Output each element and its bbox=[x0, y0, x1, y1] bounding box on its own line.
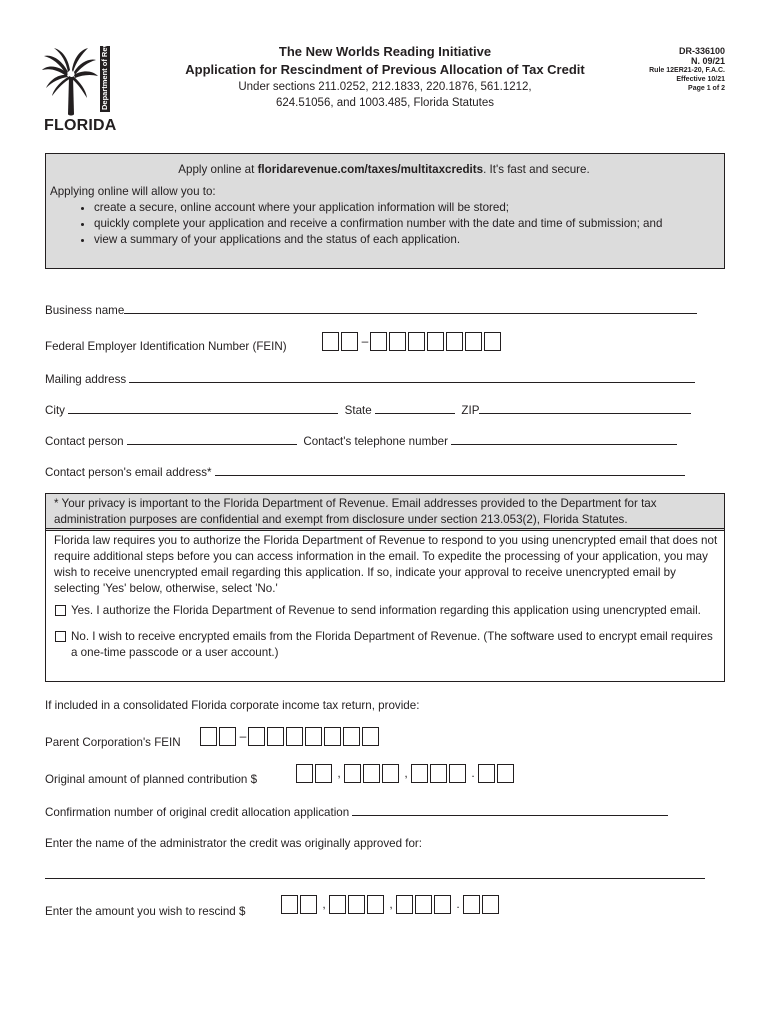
business-name-row bbox=[45, 302, 697, 319]
mailing-address-row bbox=[45, 371, 695, 388]
state-field[interactable] bbox=[375, 402, 455, 414]
original-amount-label: Original amount of planned contribution $ bbox=[45, 773, 258, 786]
contact-row bbox=[45, 433, 677, 450]
contact-email-row bbox=[45, 464, 685, 481]
consolidated-intro: If included in a consolidated Florida corporate income tax return, provide: bbox=[45, 699, 420, 712]
contact-email-label: Contact person's email address* bbox=[45, 466, 212, 479]
confirmation-field[interactable] bbox=[352, 804, 668, 816]
contact-person-label: Contact person bbox=[45, 435, 124, 448]
online-benefits-list bbox=[50, 200, 718, 248]
state-label: State bbox=[344, 404, 372, 417]
original-amount-boxes[interactable]: , , . bbox=[296, 764, 516, 783]
form-revision: N. 09/21 bbox=[690, 56, 725, 66]
email-consent-box bbox=[45, 528, 725, 682]
contact-person-field[interactable] bbox=[127, 433, 297, 445]
no-label: No. I wish to receive encrypted emails from the Florida Department of Revenue. (The software used to encrypt email requires a one-time passcode or a user account.) bbox=[71, 630, 713, 659]
administrator-label: Enter the name of the administrator the credit was originally approved for: bbox=[45, 837, 422, 850]
form-effective: Effective 10/21 bbox=[676, 76, 725, 83]
form-id-block bbox=[649, 46, 725, 93]
form-rule: Rule 12ER21-20, F.A.C. bbox=[649, 67, 725, 74]
list-item: • create a secure, online account where your application information will be stored; bbox=[94, 200, 718, 216]
no-checkbox[interactable] bbox=[55, 631, 66, 642]
parent-fein-boxes[interactable]: – bbox=[200, 727, 381, 746]
privacy-notice: * Your privacy is important to the Florida Department of Revenue. Email addresses provided to the Department for tax administration purposes are confidential and exempt from disclosure under section 213.053(2), Florida Statutes. bbox=[45, 493, 725, 531]
administrator-field[interactable] bbox=[45, 867, 705, 879]
mailing-address-field[interactable] bbox=[129, 371, 695, 383]
mailing-address-label: Mailing address bbox=[45, 373, 127, 386]
form-number: DR-336100 bbox=[678, 46, 725, 56]
statutes-line-2: 624.51056, and 1003.485, Florida Statutes bbox=[275, 97, 495, 109]
form-title: The New Worlds Reading Initiative bbox=[278, 44, 492, 59]
city-label: City bbox=[45, 404, 65, 417]
zip-label: ZIP bbox=[461, 404, 480, 417]
apply-online-box bbox=[45, 153, 725, 269]
florida-wordmark: FLORIDA bbox=[44, 117, 117, 134]
business-name-label: Business name bbox=[45, 304, 125, 317]
fein-label: Federal Employer Identification Number (FEIN) bbox=[45, 340, 287, 353]
email-option-no bbox=[54, 629, 718, 661]
email-option-yes bbox=[54, 603, 718, 619]
city-state-zip-row bbox=[45, 402, 691, 419]
fein-boxes[interactable]: – bbox=[322, 332, 503, 351]
statutes-line-1: Under sections 211.0252, 212.1833, 220.1876, 561.1212, bbox=[238, 81, 532, 93]
rescind-amount-boxes[interactable]: , , . bbox=[281, 895, 501, 914]
contact-phone-field[interactable] bbox=[451, 433, 677, 445]
online-intro: Applying online will allow you to: bbox=[50, 185, 216, 198]
confirmation-row bbox=[45, 804, 668, 821]
contact-phone-label: Contact's telephone number bbox=[303, 435, 448, 448]
rescind-amount-label: Enter the amount you wish to rescind $ bbox=[45, 905, 246, 918]
form-header bbox=[150, 43, 620, 111]
list-item: • quickly complete your application and receive a confirmation number with the date and time of submission; and bbox=[94, 216, 718, 232]
city-field[interactable] bbox=[68, 402, 338, 414]
apply-online-line: Apply online at floridarevenue.com/taxes/multitaxcredits. It's fast and secure. bbox=[178, 163, 590, 176]
form-page: Page 1 of 2 bbox=[688, 85, 725, 92]
online-url-link[interactable]: floridarevenue.com/taxes/multitaxcredits bbox=[257, 163, 484, 176]
svg-text:Department of Revenue: Department of Revenue bbox=[100, 44, 109, 110]
form-subtitle: Application for Rescindment of Previous Allocation of Tax Credit bbox=[185, 62, 585, 77]
parent-fein-label: Parent Corporation's FEIN bbox=[45, 736, 181, 749]
zip-field[interactable] bbox=[479, 402, 691, 414]
yes-label: Yes. I authorize the Florida Department of Revenue to send information regarding this application using unencrypted email. bbox=[71, 604, 701, 617]
business-name-field[interactable] bbox=[124, 302, 697, 314]
contact-email-field[interactable] bbox=[215, 464, 685, 476]
confirmation-label: Confirmation number of original credit allocation application bbox=[45, 806, 350, 819]
email-consent-text: Florida law requires you to authorize the Florida Department of Revenue to respond to you using unencrypted email that does not require additional steps before you can access information in the email. To expedite the processing of your application, you may wish to receive unencrypted email regarding this application. If so, indicate your approval to receive unencrypted email by selecting 'Yes' below, otherwise, select 'No.' bbox=[54, 534, 718, 595]
yes-checkbox[interactable] bbox=[55, 605, 66, 616]
list-item: • view a summary of your applications and the status of each application. bbox=[94, 232, 718, 248]
